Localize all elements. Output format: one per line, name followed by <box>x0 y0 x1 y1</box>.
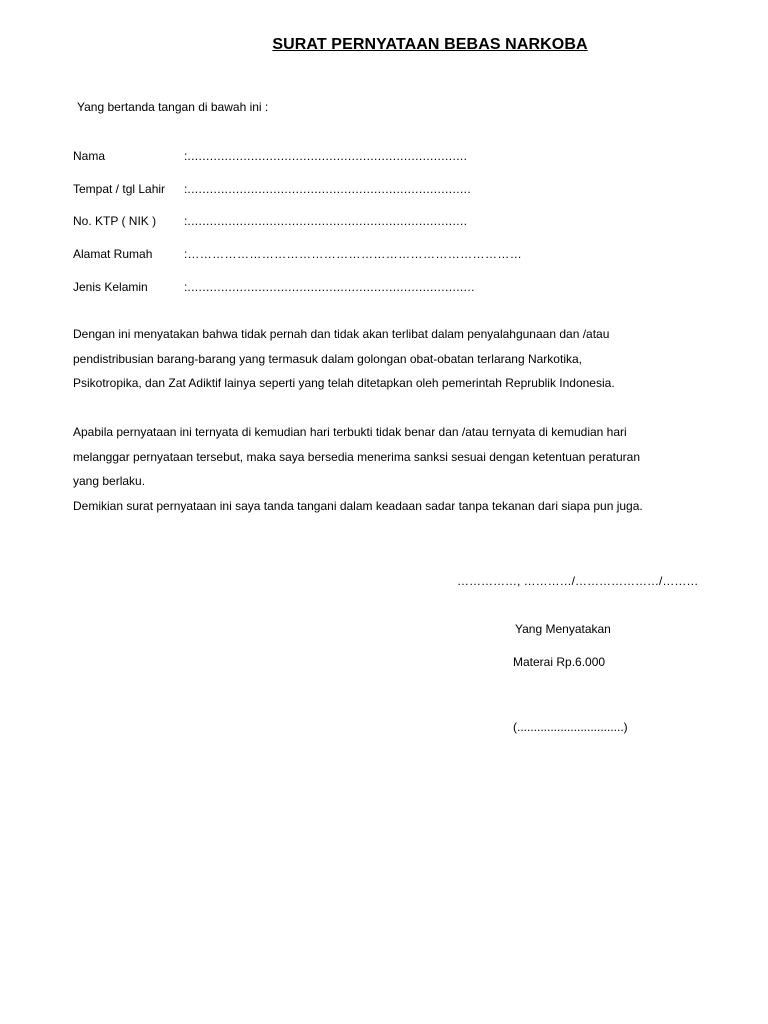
field-colon: : <box>184 182 188 196</box>
field-label: Nama <box>73 149 106 163</box>
materai-label: Materai Rp.6.000 <box>513 655 606 669</box>
field-blank: ........................................................................... <box>187 149 468 163</box>
field-label: Jenis Kelamin <box>73 280 148 294</box>
field-label: Alamat Rumah <box>73 247 153 261</box>
consequence-paragraph <box>73 420 693 518</box>
field-alamat-rumah <box>73 247 522 261</box>
paragraph-line: Psikotropika, dan Zat Adiktif lainya seperti yang telah ditetapkan oleh pemerintah Reprublik Indonesia. <box>73 376 615 390</box>
paragraph-line: pendistribusian barang-barang yang termasuk dalam golongan obat-obatan terlarang Narkotika, <box>73 351 582 366</box>
field-blank: ……………………………………………………………………… <box>187 247 523 261</box>
paragraph-line: yang berlaku. <box>73 474 146 488</box>
field-nama <box>73 149 467 163</box>
field-no-ktp <box>73 214 467 228</box>
intro-text: Yang bertanda tangan di bawah ini : <box>77 100 269 114</box>
signature-place-date: ……………, …………/…………………/……… <box>457 574 699 588</box>
field-label: No. KTP ( NIK ) <box>73 214 157 228</box>
field-tempat-tgl-lahir <box>73 182 471 196</box>
field-label: Tempat / tgl Lahir <box>73 182 166 196</box>
field-blank: ............................................................................ <box>187 182 472 196</box>
paragraph-line: Dengan ini menyatakan bahwa tidak pernah dan tidak akan terlibat dalam penyalahgunaan dan /atau <box>73 327 610 341</box>
field-colon: : <box>184 214 188 228</box>
statement-paragraph <box>73 322 693 396</box>
document-title: SURAT PERNYATAAN BEBAS NARKOBA <box>272 36 588 53</box>
field-colon: : <box>184 280 188 294</box>
signer-name-blank: (................................) <box>513 720 628 734</box>
field-blank: ........................................................................... <box>187 214 468 228</box>
field-blank: ............................................................................. <box>187 280 475 294</box>
field-colon: : <box>184 149 188 163</box>
signer-label: Yang Menyatakan <box>515 622 611 636</box>
paragraph-line: Demikian surat pernyataan ini saya tanda tangani dalam keadaan sadar tanpa tekanan dari siapa pun juga. <box>73 498 643 513</box>
field-colon: : <box>184 247 188 261</box>
paragraph-line: Apabila pernyataan ini ternyata di kemudian hari terbukti tidak benar dan /atau ternyata di kemudian hari <box>73 425 627 439</box>
paragraph-line: melanggar pernyataan tersebut, maka saya bersedia menerima sanksi sesuai dengan ketentuan peraturan <box>73 449 641 464</box>
field-jenis-kelamin <box>73 280 475 294</box>
